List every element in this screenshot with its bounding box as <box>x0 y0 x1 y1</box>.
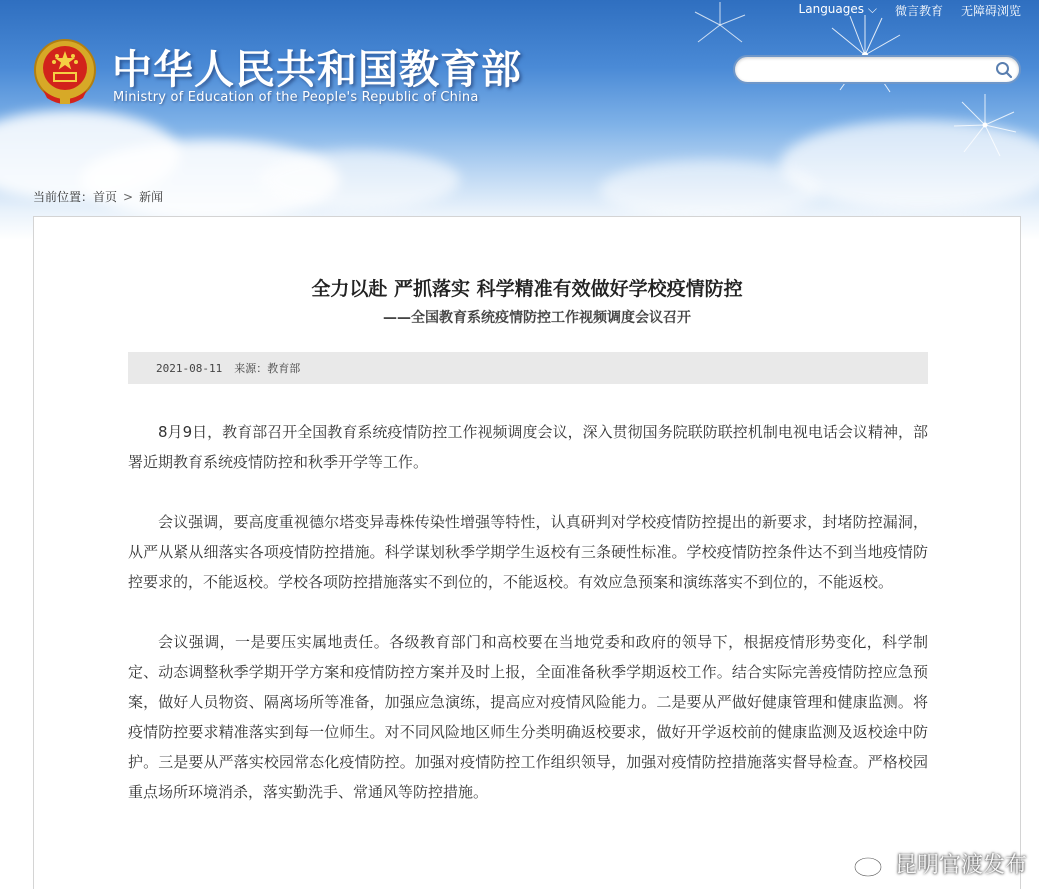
breadcrumb-home-link[interactable]: 首页 <box>93 190 118 204</box>
search-box <box>733 55 1021 84</box>
cloud-decoration <box>600 160 820 220</box>
watermark-text: 昆明官渡发布 <box>894 853 1027 878</box>
site-subtitle: Ministry of Education of the People's Republic of China <box>113 90 479 105</box>
weibo-link[interactable]: 微言教育 <box>894 4 943 18</box>
dandelion-icon <box>690 0 750 50</box>
languages-label: Languages <box>798 2 865 16</box>
search-icon[interactable] <box>995 61 1013 79</box>
article-paragraph: 会议强调，一是要压实属地责任。各级教育部门和高校要在当地党委和政府的领导下，根据疫情形势变化，科学制定、动态调整秋季学期开学方案和疫情防控方案并及时上报，全面准备秋季学期返校工作。结合实际完善疫情防控应急预案，做好人员物资、隔离场所等准备，加强应急演练，提高应对疫情风险能力。二是要从严做好健康管理和健康监测。将疫情防控要求精准落实到每一位师生。对不同风险地区师生分类明确返校要求，做好开学返校前的健康监测及返校途中防护。三是要从严落实校园常态化疫情防控。加强对疫情防控工作组织领导，加强对疫情防控措施落实督导检查。严格校园重点场所环境消杀，落实勤洗手、常通风等防控措施。 <box>128 633 928 801</box>
site-header <box>0 0 1039 240</box>
article-paragraph: 8月9日，教育部召开全国教育系统疫情防控工作视频调度会议，深入贯彻国务院联防联控机制电视电话会议精神，部署近期教育系统疫情防控和秋季开学等工作。 <box>128 423 928 471</box>
article-source: 来源：教育部 <box>234 362 301 375</box>
breadcrumb-news-link[interactable]: 新闻 <box>139 190 164 204</box>
accessible-browse-link[interactable]: 无障碍浏览 <box>960 4 1021 18</box>
article-date: 2021-08-11 <box>156 361 223 375</box>
site-title: 中华人民共和国教育部 <box>112 47 522 93</box>
cloud-decoration <box>260 150 460 210</box>
national-emblem-icon <box>33 38 97 108</box>
breadcrumb-label: 当前位置： <box>33 190 94 204</box>
article-meta-bar <box>128 352 928 384</box>
article-paragraph: 会议强调，要高度重视德尔塔变异毒株传染性增强等特性，认真研判对学校疫情防控提出的新要求，封堵防控漏洞，从严从紧从细落实各项疫情防控措施。科学谋划秋季学期学生返校有三条硬性标准。学校疫情防控条件达不到当地疫情防控要求的，不能返校。学校各项防控措施落实不到位的，不能返校。有效应急预案和演练落实不到位的，不能返校。 <box>128 513 928 591</box>
article-title: 全力以赴 严抓落实 科学精准有效做好学校疫情防控 <box>311 278 743 300</box>
article-panel <box>33 216 1021 889</box>
languages-menu[interactable] <box>799 2 877 19</box>
weibo-logo-icon <box>853 850 889 878</box>
chevron-down-icon: ⌵ <box>867 2 877 16</box>
article-subtitle: ——全国教育系统疫情防控工作视频调度会议召开 <box>383 310 691 326</box>
weibo-watermark <box>853 848 1027 879</box>
dandelion-icon <box>950 90 1020 160</box>
breadcrumb <box>33 188 163 205</box>
top-links-bar <box>799 2 1021 19</box>
search-input[interactable] <box>747 61 987 79</box>
breadcrumb-separator: > <box>123 189 134 204</box>
article-body <box>128 417 928 837</box>
